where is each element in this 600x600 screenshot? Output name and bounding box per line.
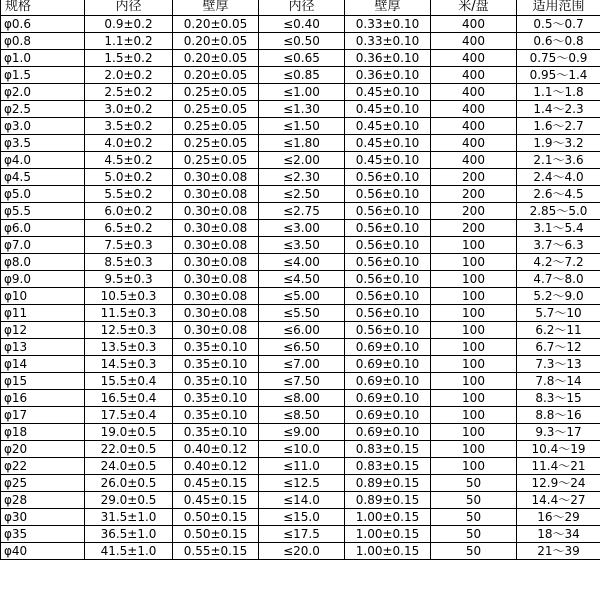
wall-thickness-cell: 0.35±0.10 [173, 373, 259, 390]
shrunk-wall-thickness-cell: 0.69±0.10 [345, 390, 431, 407]
table-row [1, 84, 600, 101]
table-row [1, 152, 600, 169]
spec-cell: φ4.0 [1, 152, 85, 169]
table-row [1, 220, 600, 237]
wall-thickness-cell: 0.30±0.08 [173, 305, 259, 322]
inner-diameter-cell: 11.5±0.3 [85, 305, 173, 322]
shrunk-inner-diameter-cell: ≤2.50 [259, 186, 345, 203]
shrunk-inner-diameter-cell: ≤5.50 [259, 305, 345, 322]
wall-thickness-cell: 0.20±0.05 [173, 50, 259, 67]
shrunk-inner-diameter-cell: ≤11.0 [259, 458, 345, 475]
meters-per-reel-cell: 100 [431, 441, 517, 458]
inner-diameter-cell: 4.5±0.2 [85, 152, 173, 169]
shrunk-wall-thickness-cell: 0.45±0.10 [345, 152, 431, 169]
wall-thickness-cell: 0.25±0.05 [173, 118, 259, 135]
spec-cell: φ28 [1, 492, 85, 509]
table-row [1, 543, 600, 560]
meters-per-reel-cell: 400 [431, 33, 517, 50]
applicable-range-cell: 2.4～4.0 [517, 169, 600, 186]
table-row [1, 322, 600, 339]
meters-per-reel-cell: 50 [431, 543, 517, 560]
meters-per-reel-cell: 400 [431, 135, 517, 152]
shrunk-inner-diameter-cell: ≤12.5 [259, 475, 345, 492]
table-row [1, 441, 600, 458]
wall-thickness-cell: 0.35±0.10 [173, 339, 259, 356]
shrunk-inner-diameter-cell: ≤6.00 [259, 322, 345, 339]
meters-per-reel-cell: 400 [431, 101, 517, 118]
shrunk-inner-diameter-cell: ≤0.85 [259, 67, 345, 84]
wall-thickness-cell: 0.30±0.08 [173, 288, 259, 305]
shrunk-wall-thickness-cell: 0.69±0.10 [345, 339, 431, 356]
shrunk-inner-diameter-cell: ≤3.50 [259, 237, 345, 254]
shrunk-inner-diameter-cell: ≤0.65 [259, 50, 345, 67]
shrunk-wall-thickness-cell: 0.33±0.10 [345, 33, 431, 50]
inner-diameter-cell: 13.5±0.3 [85, 339, 173, 356]
shrunk-inner-diameter-cell: ≤17.5 [259, 526, 345, 543]
shrunk-inner-diameter-cell: ≤15.0 [259, 509, 345, 526]
inner-diameter-cell: 10.5±0.3 [85, 288, 173, 305]
table-row [1, 33, 600, 50]
inner-diameter-cell: 15.5±0.4 [85, 373, 173, 390]
inner-diameter-cell: 6.0±0.2 [85, 203, 173, 220]
inner-diameter-cell: 22.0±0.5 [85, 441, 173, 458]
shrunk-wall-thickness-cell: 0.83±0.15 [345, 441, 431, 458]
shrunk-wall-thickness-cell: 0.45±0.10 [345, 84, 431, 101]
spec-cell: φ5.5 [1, 203, 85, 220]
table-row [1, 101, 600, 118]
spec-cell: φ10 [1, 288, 85, 305]
applicable-range-cell: 1.4～2.3 [517, 101, 600, 118]
shrunk-wall-thickness-cell: 0.45±0.10 [345, 135, 431, 152]
applicable-range-cell: 8.3～15 [517, 390, 600, 407]
inner-diameter-cell: 3.0±0.2 [85, 101, 173, 118]
spec-cell: φ11 [1, 305, 85, 322]
applicable-range-cell: 1.1～1.8 [517, 84, 600, 101]
meters-per-reel-cell: 400 [431, 118, 517, 135]
inner-diameter-cell: 8.5±0.3 [85, 254, 173, 271]
wall-thickness-cell: 0.30±0.08 [173, 220, 259, 237]
meters-per-reel-cell: 200 [431, 203, 517, 220]
spec-cell: φ8.0 [1, 254, 85, 271]
header-inner-diameter-shrunk: 内径 [259, 0, 345, 16]
table-row [1, 118, 600, 135]
wall-thickness-cell: 0.30±0.08 [173, 186, 259, 203]
shrunk-inner-diameter-cell: ≤7.00 [259, 356, 345, 373]
spec-cell: φ16 [1, 390, 85, 407]
shrunk-wall-thickness-cell: 0.45±0.10 [345, 118, 431, 135]
inner-diameter-cell: 41.5±1.0 [85, 543, 173, 560]
wall-thickness-cell: 0.25±0.05 [173, 152, 259, 169]
shrunk-inner-diameter-cell: ≤9.00 [259, 424, 345, 441]
meters-per-reel-cell: 50 [431, 492, 517, 509]
table-row [1, 526, 600, 543]
shrunk-wall-thickness-cell: 0.56±0.10 [345, 169, 431, 186]
inner-diameter-cell: 24.0±0.5 [85, 458, 173, 475]
wall-thickness-cell: 0.30±0.08 [173, 203, 259, 220]
applicable-range-cell: 4.7～8.0 [517, 271, 600, 288]
shrunk-wall-thickness-cell: 0.69±0.10 [345, 373, 431, 390]
applicable-range-cell: 7.8～14 [517, 373, 600, 390]
shrunk-wall-thickness-cell: 0.56±0.10 [345, 322, 431, 339]
spec-cell: φ3.0 [1, 118, 85, 135]
applicable-range-cell: 6.7～12 [517, 339, 600, 356]
meters-per-reel-cell: 100 [431, 288, 517, 305]
shrunk-inner-diameter-cell: ≤14.0 [259, 492, 345, 509]
meters-per-reel-cell: 100 [431, 254, 517, 271]
table-row [1, 339, 600, 356]
applicable-range-cell: 14.4～27 [517, 492, 600, 509]
table-row [1, 424, 600, 441]
spec-cell: φ0.6 [1, 16, 85, 33]
spec-cell: φ30 [1, 509, 85, 526]
shrunk-wall-thickness-cell: 0.56±0.10 [345, 203, 431, 220]
table-row [1, 509, 600, 526]
applicable-range-cell: 2.1～3.6 [517, 152, 600, 169]
spec-cell: φ13 [1, 339, 85, 356]
header-applicable-range: 适用范围 [517, 0, 600, 16]
table-row [1, 186, 600, 203]
applicable-range-cell: 12.9～24 [517, 475, 600, 492]
spec-cell: φ9.0 [1, 271, 85, 288]
shrunk-wall-thickness-cell: 0.56±0.10 [345, 305, 431, 322]
shrunk-wall-thickness-cell: 0.56±0.10 [345, 220, 431, 237]
wall-thickness-cell: 0.35±0.10 [173, 407, 259, 424]
meters-per-reel-cell: 100 [431, 407, 517, 424]
shrunk-inner-diameter-cell: ≤3.00 [259, 220, 345, 237]
wall-thickness-cell: 0.30±0.08 [173, 254, 259, 271]
shrunk-inner-diameter-cell: ≤4.00 [259, 254, 345, 271]
spec-cell: φ2.5 [1, 101, 85, 118]
shrunk-inner-diameter-cell: ≤10.0 [259, 441, 345, 458]
wall-thickness-cell: 0.55±0.15 [173, 543, 259, 560]
spec-cell: φ20 [1, 441, 85, 458]
inner-diameter-cell: 5.0±0.2 [85, 169, 173, 186]
inner-diameter-cell: 4.0±0.2 [85, 135, 173, 152]
spec-cell: φ22 [1, 458, 85, 475]
applicable-range-cell: 3.7～6.3 [517, 237, 600, 254]
spec-cell: φ5.0 [1, 186, 85, 203]
meters-per-reel-cell: 400 [431, 67, 517, 84]
shrunk-inner-diameter-cell: ≤20.0 [259, 543, 345, 560]
spec-cell: φ25 [1, 475, 85, 492]
applicable-range-cell: 0.5～0.7 [517, 16, 600, 33]
header-row [1, 0, 600, 16]
spec-cell: φ0.8 [1, 33, 85, 50]
shrunk-inner-diameter-cell: ≤1.80 [259, 135, 345, 152]
table-row [1, 237, 600, 254]
table-row [1, 373, 600, 390]
applicable-range-cell: 5.7～10 [517, 305, 600, 322]
meters-per-reel-cell: 50 [431, 526, 517, 543]
inner-diameter-cell: 26.0±0.5 [85, 475, 173, 492]
spec-cell: φ14 [1, 356, 85, 373]
applicable-range-cell: 1.9～3.2 [517, 135, 600, 152]
table-row [1, 390, 600, 407]
wall-thickness-cell: 0.20±0.05 [173, 16, 259, 33]
meters-per-reel-cell: 100 [431, 390, 517, 407]
shrunk-inner-diameter-cell: ≤0.40 [259, 16, 345, 33]
shrunk-wall-thickness-cell: 1.00±0.15 [345, 509, 431, 526]
applicable-range-cell: 10.4～19 [517, 441, 600, 458]
shrunk-wall-thickness-cell: 0.45±0.10 [345, 101, 431, 118]
header-meters-per-reel: 米/盘 [431, 0, 517, 16]
table-row [1, 305, 600, 322]
meters-per-reel-cell: 100 [431, 305, 517, 322]
wall-thickness-cell: 0.20±0.05 [173, 67, 259, 84]
table-row [1, 492, 600, 509]
meters-per-reel-cell: 200 [431, 186, 517, 203]
inner-diameter-cell: 3.5±0.2 [85, 118, 173, 135]
inner-diameter-cell: 12.5±0.3 [85, 322, 173, 339]
wall-thickness-cell: 0.50±0.15 [173, 526, 259, 543]
meters-per-reel-cell: 100 [431, 356, 517, 373]
shrunk-inner-diameter-cell: ≤2.75 [259, 203, 345, 220]
header-wall-thickness: 壁厚 [173, 0, 259, 16]
inner-diameter-cell: 14.5±0.3 [85, 356, 173, 373]
meters-per-reel-cell: 100 [431, 237, 517, 254]
table-row [1, 475, 600, 492]
applicable-range-cell: 6.2～11 [517, 322, 600, 339]
wall-thickness-cell: 0.25±0.05 [173, 101, 259, 118]
applicable-range-cell: 1.6～2.7 [517, 118, 600, 135]
applicable-range-cell: 8.8～16 [517, 407, 600, 424]
shrunk-wall-thickness-cell: 1.00±0.15 [345, 543, 431, 560]
spec-cell: φ15 [1, 373, 85, 390]
spec-cell: φ40 [1, 543, 85, 560]
table-row [1, 271, 600, 288]
meters-per-reel-cell: 50 [431, 509, 517, 526]
shrunk-wall-thickness-cell: 0.33±0.10 [345, 16, 431, 33]
meters-per-reel-cell: 100 [431, 373, 517, 390]
wall-thickness-cell: 0.30±0.08 [173, 322, 259, 339]
spec-cell: φ6.0 [1, 220, 85, 237]
shrunk-inner-diameter-cell: ≤7.50 [259, 373, 345, 390]
table-row [1, 288, 600, 305]
shrunk-wall-thickness-cell: 0.56±0.10 [345, 186, 431, 203]
wall-thickness-cell: 0.25±0.05 [173, 84, 259, 101]
spec-cell: φ7.0 [1, 237, 85, 254]
inner-diameter-cell: 1.5±0.2 [85, 50, 173, 67]
meters-per-reel-cell: 100 [431, 271, 517, 288]
meters-per-reel-cell: 100 [431, 458, 517, 475]
table-row [1, 407, 600, 424]
applicable-range-cell: 5.2～9.0 [517, 288, 600, 305]
shrunk-inner-diameter-cell: ≤4.50 [259, 271, 345, 288]
inner-diameter-cell: 2.5±0.2 [85, 84, 173, 101]
shrunk-inner-diameter-cell: ≤8.00 [259, 390, 345, 407]
shrunk-wall-thickness-cell: 0.56±0.10 [345, 271, 431, 288]
spec-cell: φ18 [1, 424, 85, 441]
spec-cell: φ12 [1, 322, 85, 339]
wall-thickness-cell: 0.35±0.10 [173, 390, 259, 407]
meters-per-reel-cell: 400 [431, 16, 517, 33]
inner-diameter-cell: 17.5±0.4 [85, 407, 173, 424]
shrunk-wall-thickness-cell: 0.36±0.10 [345, 67, 431, 84]
shrunk-wall-thickness-cell: 0.69±0.10 [345, 356, 431, 373]
wall-thickness-cell: 0.40±0.12 [173, 441, 259, 458]
shrunk-inner-diameter-cell: ≤8.50 [259, 407, 345, 424]
meters-per-reel-cell: 400 [431, 152, 517, 169]
inner-diameter-cell: 9.5±0.3 [85, 271, 173, 288]
applicable-range-cell: 21～39 [517, 543, 600, 560]
applicable-range-cell: 0.75～0.9 [517, 50, 600, 67]
shrunk-wall-thickness-cell: 0.89±0.15 [345, 475, 431, 492]
applicable-range-cell: 2.6～4.5 [517, 186, 600, 203]
wall-thickness-cell: 0.35±0.10 [173, 356, 259, 373]
shrunk-wall-thickness-cell: 1.00±0.15 [345, 526, 431, 543]
wall-thickness-cell: 0.20±0.05 [173, 33, 259, 50]
applicable-range-cell: 3.1～5.4 [517, 220, 600, 237]
shrunk-wall-thickness-cell: 0.56±0.10 [345, 288, 431, 305]
table-row [1, 135, 600, 152]
applicable-range-cell: 18～34 [517, 526, 600, 543]
wall-thickness-cell: 0.40±0.12 [173, 458, 259, 475]
meters-per-reel-cell: 200 [431, 220, 517, 237]
wall-thickness-cell: 0.45±0.15 [173, 492, 259, 509]
inner-diameter-cell: 7.5±0.3 [85, 237, 173, 254]
inner-diameter-cell: 0.9±0.2 [85, 16, 173, 33]
wall-thickness-cell: 0.30±0.08 [173, 169, 259, 186]
shrunk-inner-diameter-cell: ≤2.30 [259, 169, 345, 186]
spec-cell: φ4.5 [1, 169, 85, 186]
shrunk-wall-thickness-cell: 0.36±0.10 [345, 50, 431, 67]
inner-diameter-cell: 1.1±0.2 [85, 33, 173, 50]
shrunk-wall-thickness-cell: 0.69±0.10 [345, 407, 431, 424]
shrunk-wall-thickness-cell: 0.83±0.15 [345, 458, 431, 475]
table-row [1, 458, 600, 475]
spec-cell: φ17 [1, 407, 85, 424]
applicable-range-cell: 4.2～7.2 [517, 254, 600, 271]
meters-per-reel-cell: 100 [431, 424, 517, 441]
shrunk-inner-diameter-cell: ≤0.50 [259, 33, 345, 50]
header-spec: 规格 [1, 0, 85, 16]
wall-thickness-cell: 0.25±0.05 [173, 135, 259, 152]
table-row [1, 16, 600, 33]
table-row [1, 67, 600, 84]
inner-diameter-cell: 2.0±0.2 [85, 67, 173, 84]
shrunk-wall-thickness-cell: 0.56±0.10 [345, 254, 431, 271]
table-row [1, 169, 600, 186]
shrunk-inner-diameter-cell: ≤5.00 [259, 288, 345, 305]
spec-cell: φ3.5 [1, 135, 85, 152]
meters-per-reel-cell: 100 [431, 339, 517, 356]
applicable-range-cell: 0.95～1.4 [517, 67, 600, 84]
meters-per-reel-cell: 400 [431, 84, 517, 101]
shrunk-inner-diameter-cell: ≤1.30 [259, 101, 345, 118]
shrunk-inner-diameter-cell: ≤1.50 [259, 118, 345, 135]
wall-thickness-cell: 0.35±0.10 [173, 424, 259, 441]
applicable-range-cell: 16～29 [517, 509, 600, 526]
inner-diameter-cell: 29.0±0.5 [85, 492, 173, 509]
meters-per-reel-cell: 400 [431, 50, 517, 67]
table-row [1, 356, 600, 373]
applicable-range-cell: 11.4～21 [517, 458, 600, 475]
table-row [1, 203, 600, 220]
applicable-range-cell: 0.6～0.8 [517, 33, 600, 50]
spec-cell: φ1.5 [1, 67, 85, 84]
inner-diameter-cell: 19.0±0.5 [85, 424, 173, 441]
table-body [1, 16, 600, 560]
header-wall-thickness-shrunk: 壁厚 [345, 0, 431, 16]
meters-per-reel-cell: 200 [431, 169, 517, 186]
applicable-range-cell: 9.3～17 [517, 424, 600, 441]
inner-diameter-cell: 31.5±1.0 [85, 509, 173, 526]
inner-diameter-cell: 5.5±0.2 [85, 186, 173, 203]
shrunk-inner-diameter-cell: ≤2.00 [259, 152, 345, 169]
inner-diameter-cell: 36.5±1.0 [85, 526, 173, 543]
wall-thickness-cell: 0.30±0.08 [173, 271, 259, 288]
spec-cell: φ1.0 [1, 50, 85, 67]
wall-thickness-cell: 0.50±0.15 [173, 509, 259, 526]
meters-per-reel-cell: 50 [431, 475, 517, 492]
shrunk-wall-thickness-cell: 0.56±0.10 [345, 237, 431, 254]
applicable-range-cell: 7.3～13 [517, 356, 600, 373]
table-row [1, 254, 600, 271]
table-row [1, 50, 600, 67]
wall-thickness-cell: 0.45±0.15 [173, 475, 259, 492]
shrunk-inner-diameter-cell: ≤6.50 [259, 339, 345, 356]
shrunk-wall-thickness-cell: 0.69±0.10 [345, 424, 431, 441]
wall-thickness-cell: 0.30±0.08 [173, 237, 259, 254]
meters-per-reel-cell: 100 [431, 322, 517, 339]
spec-cell: φ2.0 [1, 84, 85, 101]
shrunk-inner-diameter-cell: ≤1.00 [259, 84, 345, 101]
inner-diameter-cell: 16.5±0.4 [85, 390, 173, 407]
applicable-range-cell: 2.85～5.0 [517, 203, 600, 220]
spec-cell: φ35 [1, 526, 85, 543]
shrunk-wall-thickness-cell: 0.89±0.15 [345, 492, 431, 509]
inner-diameter-cell: 6.5±0.2 [85, 220, 173, 237]
header-inner-diameter: 内径 [85, 0, 173, 16]
